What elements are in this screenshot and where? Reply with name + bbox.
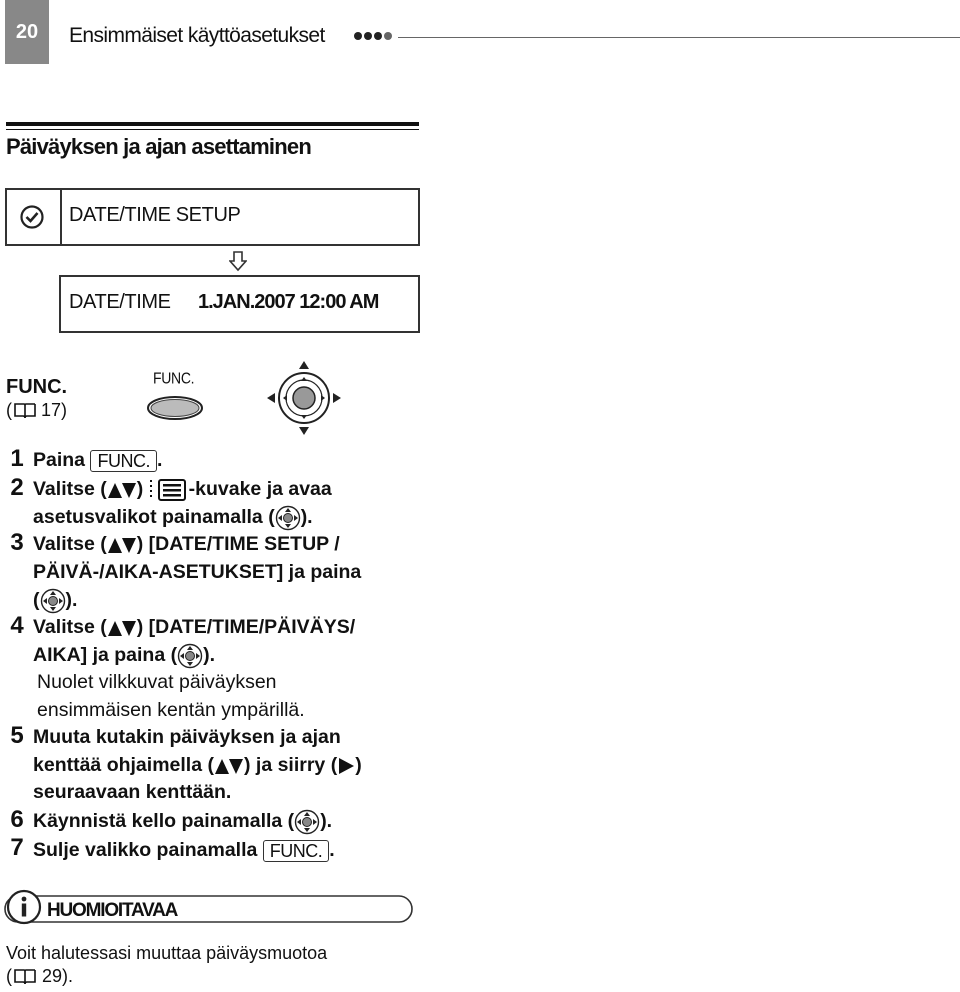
up-down-arrows-icon xyxy=(107,619,137,637)
menu-box-divider xyxy=(60,188,62,246)
step-2-line-2: asetusvalikot painamalla ( ). xyxy=(33,503,313,531)
section-rule-thin xyxy=(6,129,419,130)
right-arrow-icon xyxy=(337,757,355,775)
func-label: FUNC. xyxy=(6,376,68,398)
header-title: Ensimmäiset käyttöasetukset xyxy=(69,24,325,47)
step-4-line-2: AIKA] ja paina ( ). xyxy=(33,641,215,669)
step-number: 1 xyxy=(10,445,24,472)
step-number: 5 xyxy=(10,722,24,749)
info-icon xyxy=(6,889,42,925)
step-6-text: Käynnistä kello painamalla ( ). xyxy=(33,807,332,835)
header-dots-icon xyxy=(353,30,393,42)
note-text-line-1: Voit halutessasi muuttaa päiväysmuotoa xyxy=(6,943,328,963)
func-key: FUNC. xyxy=(263,840,330,862)
joystick-icon xyxy=(266,360,342,436)
datetime-label: DATE/TIME xyxy=(69,291,171,313)
section-rule xyxy=(6,122,419,126)
step-number: 2 xyxy=(10,474,24,501)
up-down-arrows-icon xyxy=(214,757,244,775)
func-button-label: FUNC. xyxy=(153,369,195,387)
joystick-press-icon xyxy=(40,588,66,614)
step-5-line-3: seuraavaan kenttään. xyxy=(33,781,232,803)
note-title: HUOMIOITAVAA xyxy=(47,900,178,921)
step-5-line-2: kenttää ohjaimella ( ) ja siirry ( ) xyxy=(33,754,362,776)
step-3-line-2: PÄIVÄ-/AIKA-ASETUKSET] ja paina xyxy=(33,561,362,583)
step-number: 7 xyxy=(10,834,24,861)
step-4-line-3: Nuolet vilkkuvat päiväyksen xyxy=(37,671,277,693)
step-3-line-3: ( ). xyxy=(33,586,77,614)
book-icon xyxy=(12,402,38,420)
down-arrow-icon xyxy=(229,250,247,272)
header-rule xyxy=(398,37,960,38)
step-7-text: Sulje valikko painamalla FUNC. . xyxy=(33,839,335,861)
joystick-press-icon xyxy=(294,809,320,835)
up-down-arrows-icon xyxy=(107,536,137,554)
step-number: 4 xyxy=(10,612,24,639)
step-1-text: Paina FUNC. . xyxy=(33,449,163,471)
section-title: Päiväyksen ja ajan asettaminen xyxy=(6,134,311,159)
step-4-line-4: ensimmäisen kentän ympärillä. xyxy=(37,699,305,721)
func-button-icon xyxy=(146,395,204,421)
menu-list-icon xyxy=(149,478,189,502)
step-number: 6 xyxy=(10,806,24,833)
joystick-press-icon xyxy=(275,505,301,531)
step-5-line-1: Muuta kutakin päiväyksen ja ajan xyxy=(33,726,341,748)
up-down-arrows-icon xyxy=(107,481,137,499)
step-3-line-1: Valitse ( ) [DATE/TIME SETUP / xyxy=(33,533,340,555)
datetime-value: 1.JAN.2007 12:00 AM xyxy=(198,291,379,313)
page-number: 20 xyxy=(5,0,49,64)
step-4-line-1: Valitse ( ) [DATE/TIME/PÄIVÄYS/ xyxy=(33,616,356,638)
menu-item-datetime-setup: DATE/TIME SETUP xyxy=(69,204,241,226)
func-page-reference: ( 17) xyxy=(6,400,68,420)
step-2-line-1: Valitse ( ) -kuvake ja avaa xyxy=(33,478,332,500)
joystick-press-icon xyxy=(177,643,203,669)
note-text-line-2: ( 29). xyxy=(6,966,74,986)
setup-check-icon xyxy=(19,204,45,230)
func-key: FUNC. xyxy=(90,450,157,472)
book-icon xyxy=(12,968,38,986)
step-number: 3 xyxy=(10,529,24,556)
